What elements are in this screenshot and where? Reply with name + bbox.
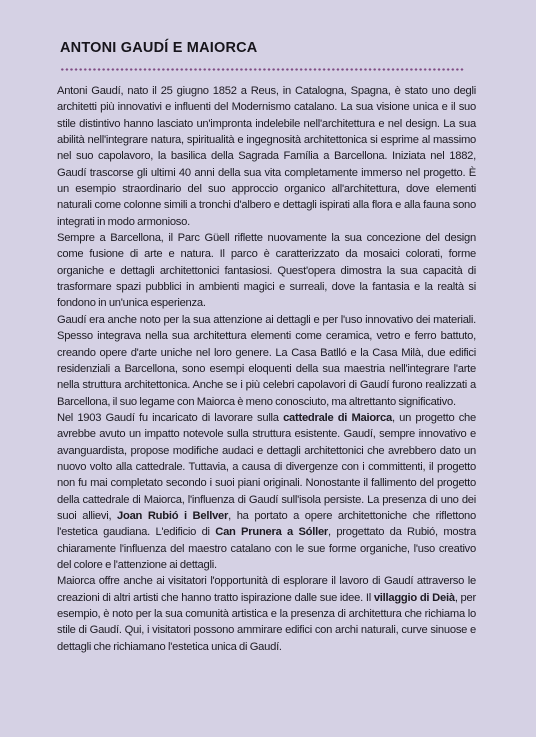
page-title: ANTONI GAUDÍ E MAIORCA (60, 40, 258, 56)
paragraph-4 (57, 410, 476, 573)
highlight-rubio: Joan Rubió i Bellver (117, 509, 229, 522)
highlight-can-prunera: Can Prunera a Sóller (215, 526, 329, 539)
paragraph-3 (57, 312, 476, 410)
paragraph-4-text-4: , progettato da Rubió, mostra chiaramente l'influenza del maestro catalano con le sue forme organiche, l'uso creativo del colore e l'attenzione ai dettagli. (57, 526, 477, 571)
paragraph-4-text-2: , un progetto che avrebbe avuto un impatto notevole sulla struttura esistente. Gaudí, sempre innovativo e avanguardista, propose modifiche audaci e dettagli architettonici che avrebbero dato un nuovo volto alla cattedrale. Tuttavia, a causa di divergenze con i committenti, il progetto non fu mai completato secondo i suoi piani originali. Nonostante il fallimento del progetto della cattedrale di Maiorca, l'influenza di Gaudí sull'isola persiste. La presenza di uno dei suoi allievi, (57, 411, 476, 522)
highlight-cattedrale: cattedrale di Maiorca (283, 411, 392, 424)
highlight-deia: villaggio di Deià (373, 591, 455, 604)
paragraph-1: Antoni Gaudí, nato il 25 giugno 1852 a Reus, in Catalogna, Spagna, è stato uno degli architetti più innovativi e influenti del Modernismo catalano. La sua visione unica e il suo stile distintivo hanno lasciato un'impronta indelebile nell'architettura e nel design. La sua abilità nell'integrare natura, spiritualità e ingegnosità architettonica si esprime al massimo nel suo capolavoro, la basilica della Sagrada Família a Barcellona. Iniziata nel 1882, Gaudí trascorse gli ultimi 40 anni della sua vita completamente immerso nel progetto. È un esempio straordinario del suo approccio organico all'architettura, dove elementi naturali come colonne simili a tronchi d'albero e dettagli ispirati alla flora e alla fauna sono integrati in modo armonioso. (57, 85, 476, 228)
paragraph-5-text-2: , per esempio, è noto per la sua comunità artistica e la presenza di architettura che richiama lo stile di Gaudí. Qui, i visitatori possono ammirare edifici con archi naturali, curve sinuose e dettagli che richiamano l'estetica unica di Gaudí. (57, 591, 476, 653)
paragraph-4-text-3: , ha portato a opere architettoniche che riflettono l'estetica gaudiana. L'edificio di (57, 509, 476, 539)
paragraph-4-text-1: Nel 1903 Gaudí fu incaricato di lavorare sulla (57, 411, 284, 424)
article-body (57, 83, 476, 655)
paragraph-2: Sempre a Barcellona, il Parc Güell riflette nuovamente la sua concezione del design come fusione di arte e natura. Il parco è caratterizzato da mosaici colorati, forme organiche e dettagli architettonici fantasiosi. Quest'opera dimostra la sua capacità di trasformare spazi pubblici in ambienti magici e surreali, dove la fantasia e la realtà si fondono in un'unica esperienza. (57, 232, 476, 310)
paragraph-3-text: Gaudí era anche noto per la sua attenzione ai dettagli e per l'uso innovativo dei materiali. Spesso integrava nella sua architettura elementi come ceramica, vetro e ferro battuto, creando opere d'arte uniche nel loro genere. La Casa Batlló e la Casa Milà, due edifici residenziali a Barcellona, sono esempi eloquenti della sua maestria nell'integrare l'arte nella struttura architettonica. Anche se i più celebri capolavori di Gaudí furono realizzati a Barcellona, il suo legame con Maiorca è meno conosciuto, ma altrettanto significativo. (57, 313, 476, 408)
dotted-divider (60, 68, 465, 71)
paragraph-5-text-1: Maiorca offre anche ai visitatori l'opportunità di esplorare il lavoro di Gaudí attraverso le creazioni di altri artisti che hanno tratto ispirazione dalle sue idee. Il (57, 575, 476, 604)
paragraph-5 (57, 573, 476, 655)
